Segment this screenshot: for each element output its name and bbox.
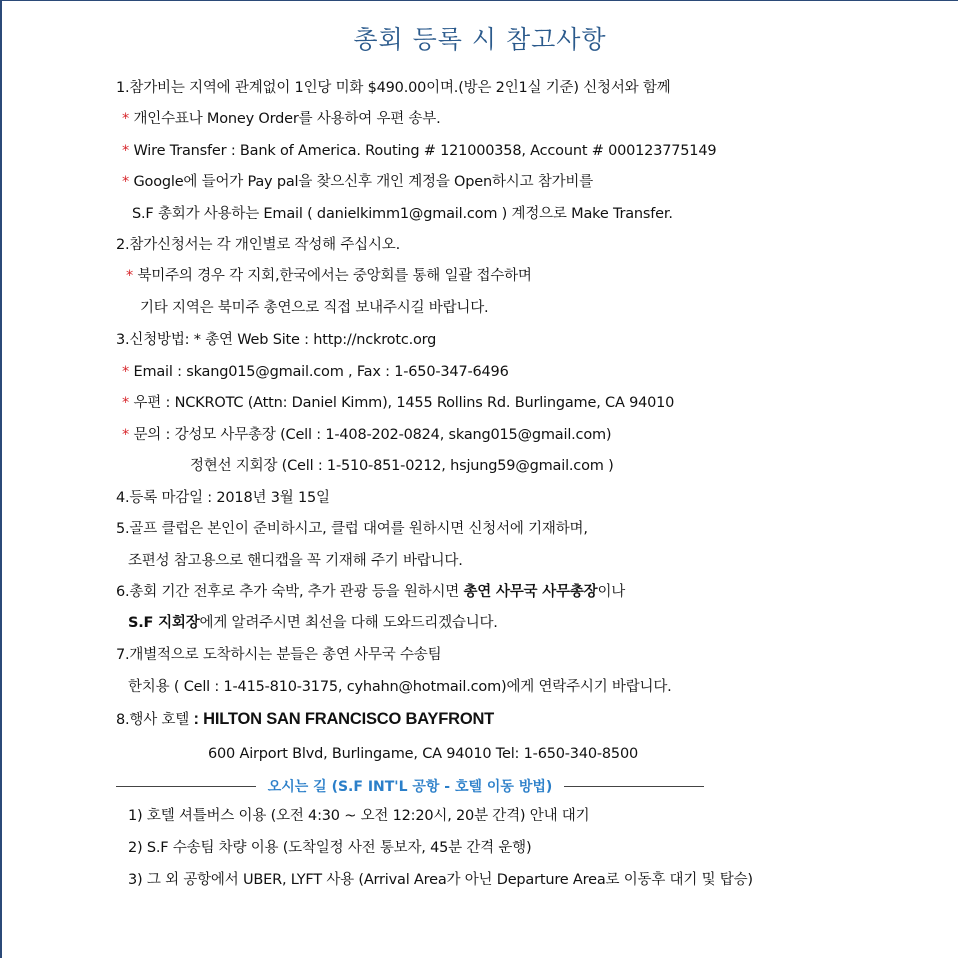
item-6-bold-contact-2: S.F 지회장 bbox=[128, 615, 200, 631]
item-7-text: 7.개별적으로 도착하시는 분들은 총연 사무국 수송팀 bbox=[116, 647, 442, 663]
item-2-sub-1 bbox=[126, 266, 532, 286]
bullet-star: * bbox=[122, 395, 130, 411]
item-5-text: 5.골프 클럽은 본인이 준비하시고, 클럽 대여를 원하시면 신청서에 기재하며, bbox=[116, 521, 588, 537]
item-6-post-2: 에게 알려주시면 최선을 다해 도와드리겠습니다. bbox=[199, 615, 498, 631]
item-3-sub-1 bbox=[122, 362, 509, 382]
item-1-sub-1-text: 개인수표나 Money Order를 사용하여 우편 송부. bbox=[133, 111, 441, 127]
item-1-sub-1 bbox=[122, 109, 441, 129]
bullet-star: * bbox=[122, 427, 130, 443]
hotel-name: : HILTON SAN FRANCISCO BAYFRONT bbox=[193, 710, 495, 728]
item-2-sub-1-text: 북미주의 경우 각 지회,한국에서는 중앙회를 통해 일괄 접수하며 bbox=[137, 268, 532, 284]
bullet-star: * bbox=[122, 364, 130, 380]
item-2-sub-1-continued: 기타 지역은 북미주 총연으로 직접 보내주시길 바랍니다. bbox=[140, 300, 489, 316]
bullet-star: * bbox=[122, 143, 130, 159]
bullet-star: * bbox=[122, 111, 130, 127]
item-3-sub-2 bbox=[122, 393, 674, 413]
item-3-sub-3 bbox=[122, 425, 611, 445]
item-5-text-continued: 조편성 참고용으로 핸디캡을 꼭 기재해 주기 바랍니다. bbox=[128, 553, 463, 569]
item-1-sub-2 bbox=[122, 141, 716, 161]
page-title: 총회 등록 시 참고사항 bbox=[353, 25, 607, 54]
item-1-sub-3 bbox=[122, 172, 593, 192]
divider-line-right bbox=[564, 786, 704, 787]
item-6-bold-contact: 총연 사무국 사무총장 bbox=[463, 584, 598, 600]
bullet-star: * bbox=[193, 332, 201, 348]
directions-heading: 오시는 길 (S.F INT'L 공항 - 호텔 이동 방법) bbox=[267, 779, 553, 795]
item-4-deadline: 4.등록 마감일 : 2018년 3월 15일 bbox=[116, 490, 330, 506]
item-6-post: 이나 bbox=[597, 584, 626, 600]
item-1-sub-2-text: Wire Transfer : Bank of America. Routing # 121000358, Account # 000123775149 bbox=[133, 143, 717, 159]
bullet-star: * bbox=[122, 174, 130, 190]
item-3-email-fax: Email : skang015@gmail.com , Fax : 1-650-347-6496 bbox=[133, 364, 509, 380]
item-6-text-continued bbox=[128, 613, 498, 633]
directions-step-1: 1) 호텔 셔틀버스 이용 (오전 4:30 ~ 오전 12:20시, 20분 간격) 안내 대기 bbox=[128, 808, 590, 824]
item-8-label: 8.행사 호텔 bbox=[116, 712, 194, 728]
item-1-sub-3-continued: S.F 총회가 사용하는 Email ( danielkimm1@gmail.com ) 계정으로 Make Transfer. bbox=[132, 206, 673, 222]
item-6-text bbox=[116, 582, 625, 602]
item-3-contact-1: 문의 : 강성모 사무총장 (Cell : 1-408-202-0824, skang015@gmail.com) bbox=[133, 427, 612, 443]
directions-step-3: 3) 그 외 공항에서 UBER, LYFT 사용 (Arrival Area가 아닌 Departure Area로 이동후 대기 및 탑승) bbox=[128, 872, 753, 888]
item-6-pre: 6.총회 기간 전후로 추가 숙박, 추가 관광 등을 원하시면 bbox=[116, 584, 464, 600]
item-3-mail-address: 우편 : NCKROTC (Attn: Daniel Kimm), 1455 Rollins Rd. Burlingame, CA 94010 bbox=[133, 395, 675, 411]
item-2-text: 2.참가신청서는 각 개인별로 작성해 주십시오. bbox=[116, 237, 401, 253]
item-3-website: 총연 Web Site : http://nckrotc.org bbox=[205, 332, 437, 348]
item-7-text-continued: 한치용 ( Cell : 1-415-810-3175, cyhahn@hotmail.com)에게 연락주시기 바랍니다. bbox=[128, 679, 672, 695]
item-3-text bbox=[116, 330, 436, 350]
directions-step-2: 2) S.F 수송팀 차량 이용 (도착일정 사전 통보자, 45분 간격 운행) bbox=[128, 840, 532, 856]
bullet-star: * bbox=[126, 268, 134, 284]
directions-divider bbox=[116, 776, 704, 796]
item-3-label: 3.신청방법: bbox=[116, 332, 194, 348]
item-3-contact-2: 정현선 지회장 (Cell : 1-510-851-0212, hsjung59@gmail.com ) bbox=[190, 458, 614, 474]
item-1-text: 1.참가비는 지역에 관계없이 1인당 미화 $490.00이며.(방은 2인1실 기준) 신청서와 함께 bbox=[116, 80, 671, 96]
hotel-address: 600 Airport Blvd, Burlingame, CA 94010 Tel: 1-650-340-8500 bbox=[208, 746, 639, 762]
divider-line-left bbox=[116, 786, 256, 787]
item-8-text bbox=[116, 709, 494, 730]
item-1-sub-3-text: Google에 들어가 Pay pal을 찾으신후 개인 계정을 Open하시고 참가비를 bbox=[133, 174, 594, 190]
